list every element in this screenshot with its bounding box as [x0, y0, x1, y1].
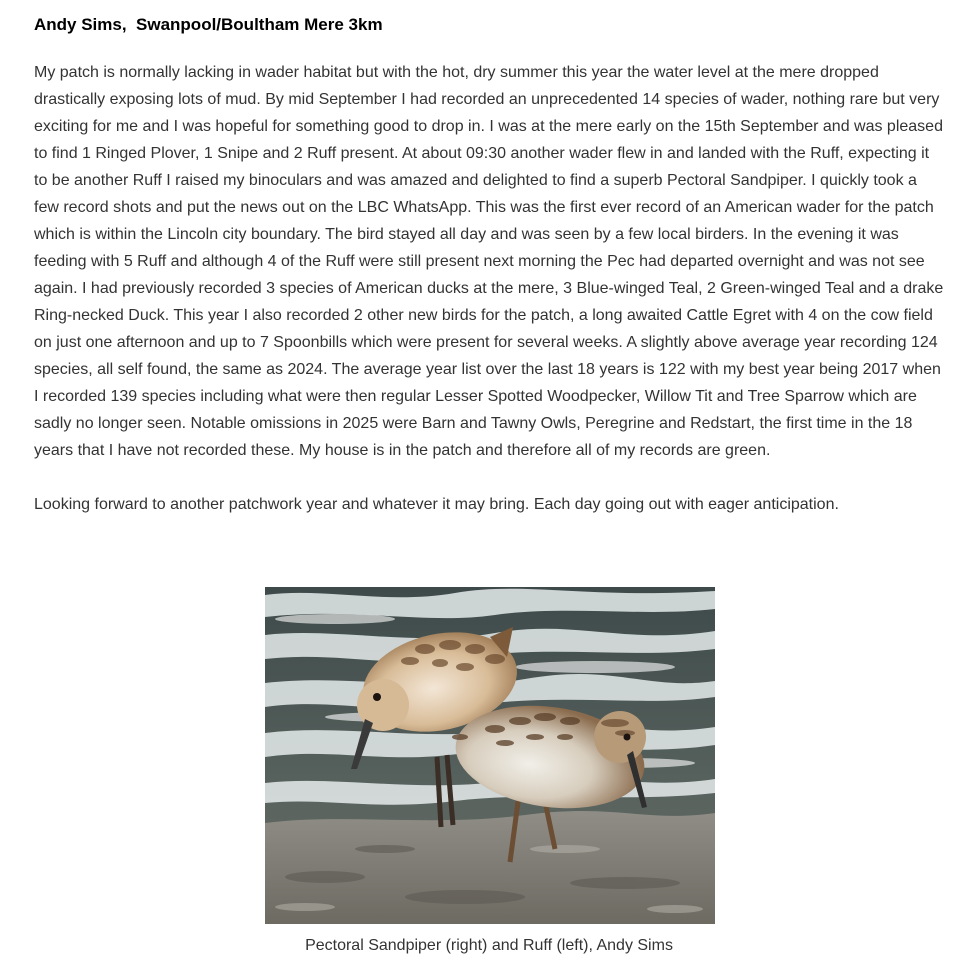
photo-caption: Pectoral Sandpiper (right) and Ruff (left), Andy Sims [305, 937, 673, 954]
article [34, 12, 946, 518]
article-paragraph-2: Looking forward to another patchwork year and whatever it may bring. Each day going out with eager anticipation. [34, 496, 839, 513]
bird-photo [265, 587, 715, 924]
article-title: Andy Sims, Swanpool/Boultham Mere 3km [34, 15, 383, 34]
article-paragraph-1: My patch is normally lacking in wader habitat but with the hot, dry summer this year the water level at the mere dropped drastically exposing lots of mud. By mid September I had recorded an unprecedented 14 species of wader, nothing rare but very exciting for me and I was hopeful for something good to drop in. I was at the mere early on the 15th September and was pleased to find 1 Ringed Plover, 1 Snipe and 2 Ruff present. At about 09:30 another wader flew in and landed with the Ruff, expecting it to be another Ruff I raised my binoculars and was amazed and delighted to find a superb Pectoral Sandpiper. I quickly took a few record shots and put the news out on the LBC WhatsApp. This was the first ever record of an American wader for the patch which is within the Lincoln city boundary. The bird stayed all day and was seen by a few local birders. In the evening it was feeding with 5 Ruff and although 4 of the Ruff were still present next morning the Pec had departed overnight and was not see again. I had previously recorded 3 species of American ducks at the mere, 3 Blue-winged Teal, 2 Green-winged Teal and a drake Ring-necked Duck. This year I also recorded 2 other new birds for the patch, a long awaited Cattle Egret with 4 on the cow field on just one afternoon and up to 7 Spoonbills which were present for several weeks. A slightly above average year recording 124 species, all self found, the same as 2024. The average year list over the last 18 years is 122 with my best year being 2017 when I recorded 139 species including what were then regular Lesser Spotted Woodpecker, Willow Tit and Tree Sparrow which are sadly no longer seen. Notable omissions in 2025 were Barn and Tawny Owls, Peregrine and Redstart, the first time in the 18 years that I have not recorded these. My house is in the patch and therefore all of my records are green. [34, 64, 944, 459]
